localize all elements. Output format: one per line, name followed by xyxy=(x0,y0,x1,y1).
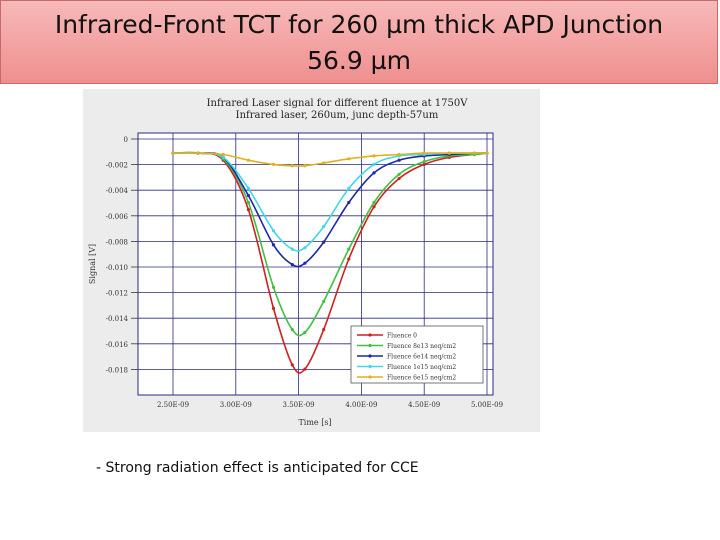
data-point xyxy=(291,363,294,366)
y-axis-label: Signal [V] xyxy=(88,243,97,285)
x-tick-label: 2.50E-09 xyxy=(156,401,190,409)
data-point xyxy=(303,331,306,334)
x-tick-label: 4.00E-09 xyxy=(345,401,378,409)
slide-title-bar xyxy=(0,0,718,84)
data-point xyxy=(291,164,294,167)
data-point xyxy=(291,328,294,331)
data-point xyxy=(291,248,294,251)
data-point xyxy=(247,208,250,211)
legend-marker xyxy=(368,375,371,378)
data-point xyxy=(197,152,200,155)
data-point xyxy=(322,300,325,303)
legend-marker xyxy=(368,344,371,347)
legend-label: Fluence 6e14 neq/cm2 xyxy=(387,353,457,361)
y-tick-label: 0 xyxy=(123,136,128,144)
slide-title-line-1: Infrared-Front TCT for 260 µm thick APD Junction xyxy=(54,10,664,39)
data-point xyxy=(291,263,294,266)
data-point xyxy=(303,262,306,265)
data-point xyxy=(473,152,476,155)
data-point xyxy=(247,187,250,190)
data-point xyxy=(398,159,401,162)
y-tick-label: -0.006 xyxy=(105,212,128,221)
data-point xyxy=(398,153,401,156)
data-point xyxy=(398,173,401,176)
y-tick-label: -0.016 xyxy=(105,340,128,349)
data-point xyxy=(272,307,275,310)
y-tick-label: -0.018 xyxy=(105,366,128,375)
data-point xyxy=(247,194,250,197)
data-point xyxy=(272,229,275,232)
chart-figure xyxy=(83,89,540,432)
x-tick-label: 4.50E-09 xyxy=(408,401,441,409)
data-point xyxy=(485,152,488,155)
y-tick-label: -0.010 xyxy=(105,264,128,272)
legend-label: Fluence 8e13 neq/cm2 xyxy=(387,343,457,350)
data-point xyxy=(423,160,426,163)
data-point xyxy=(372,163,375,166)
x-tick-label: 3.50E-09 xyxy=(282,401,315,409)
data-point xyxy=(272,163,275,166)
data-point xyxy=(272,243,275,246)
data-point xyxy=(322,161,325,164)
data-point xyxy=(347,157,350,160)
y-tick-label: -0.014 xyxy=(105,315,128,324)
data-point xyxy=(303,164,306,167)
data-point xyxy=(272,286,275,289)
y-tick-label: -0.008 xyxy=(105,238,128,247)
data-point xyxy=(222,153,225,156)
x-axis-label: Time [s] xyxy=(298,418,332,427)
data-point xyxy=(372,201,375,204)
data-point xyxy=(222,156,225,159)
x-tick-label: 5.00E-09 xyxy=(470,401,504,409)
data-point xyxy=(423,163,426,166)
y-tick-label: -0.012 xyxy=(105,289,128,298)
x-tick-label: 3.00E-09 xyxy=(219,401,252,409)
data-point xyxy=(247,201,250,204)
legend-marker xyxy=(368,354,371,357)
data-point xyxy=(322,328,325,331)
chart-subtitle: Infrared laser, 260um, junc depth-57um xyxy=(235,110,439,121)
y-tick-label: -0.004 xyxy=(105,187,128,196)
data-point xyxy=(303,368,306,371)
data-point xyxy=(171,152,174,155)
legend-marker xyxy=(368,365,371,368)
data-point xyxy=(347,257,350,260)
legend-label: Fluence 1e15 neq/cm2 xyxy=(387,364,457,371)
chart-title: Infrared Laser signal for different fluence at 1750V xyxy=(206,98,468,109)
data-point xyxy=(423,152,426,155)
data-point xyxy=(372,171,375,174)
slide-caption: - Strong radiation effect is anticipated for CCE xyxy=(96,460,419,476)
data-point xyxy=(247,159,250,162)
data-point xyxy=(322,241,325,244)
data-point xyxy=(398,177,401,180)
y-tick-label: -0.002 xyxy=(105,161,128,170)
fluence-line-chart xyxy=(83,89,540,432)
data-point xyxy=(303,246,306,249)
data-point xyxy=(448,152,451,155)
legend-label: Fluence 0 xyxy=(387,332,417,340)
data-point xyxy=(372,154,375,157)
legend-label: Fluence 6e15 neq/cm2 xyxy=(387,374,457,382)
data-point xyxy=(347,248,350,251)
legend-marker xyxy=(368,333,371,336)
data-point xyxy=(322,225,325,228)
data-point xyxy=(347,187,350,190)
slide-title-line-2: 56.9 µm xyxy=(307,46,411,75)
data-point xyxy=(347,201,350,204)
